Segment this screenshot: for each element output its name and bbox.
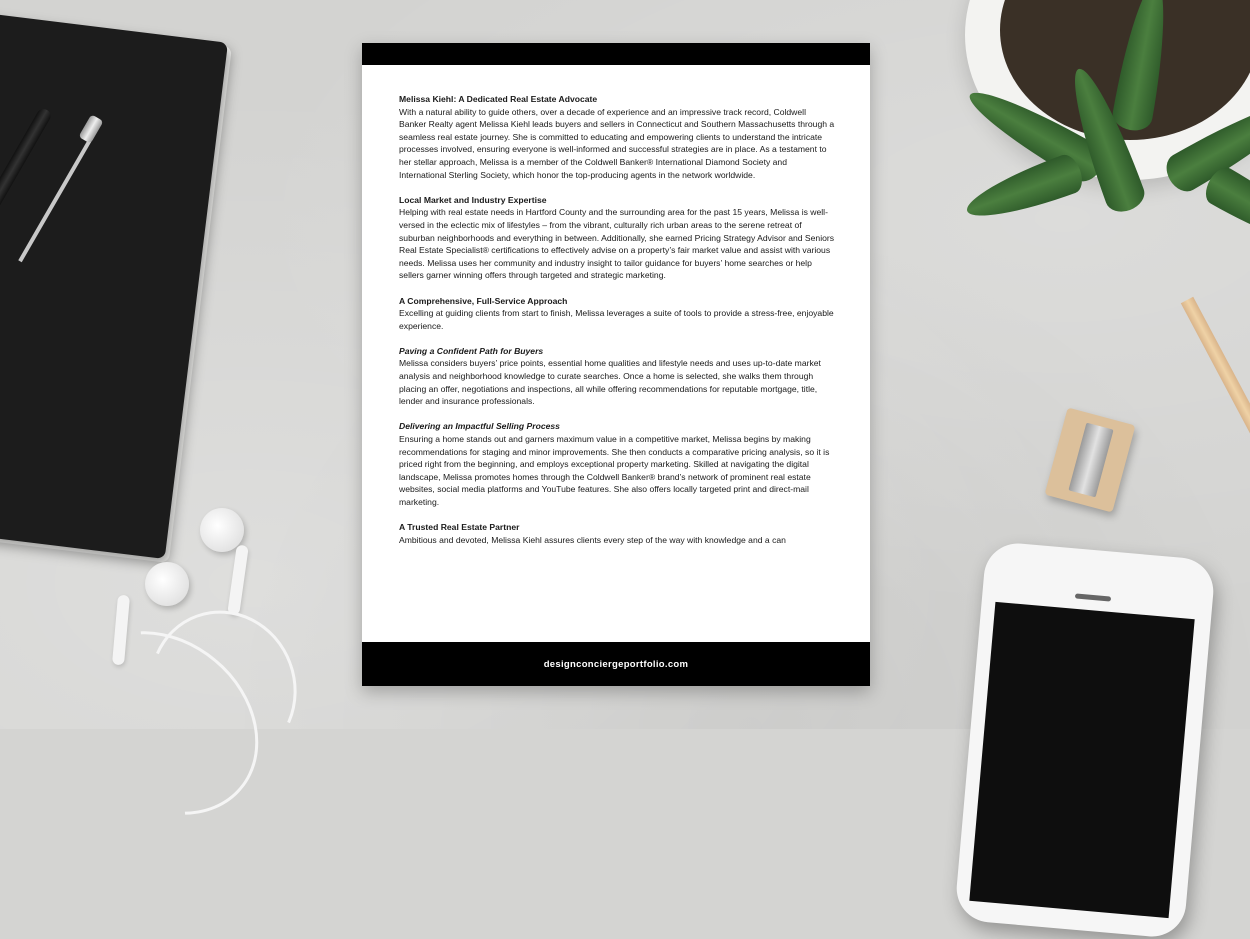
section-body: Melissa considers buyers’ price points, essential home qualities and lifestyle needs and uses up-to-date market analysis and neighborhood knowledge to curate searches. Once a home is selected, she walks them through placing an offer, negotiations and inspections, all while offering recommendations for reputable mortgage, title, lender and insurance professionals. <box>399 358 821 407</box>
section-body: With a natural ability to guide others, over a decade of experience and an impressive track record, Coldwell Banker Realty agent Melissa Kiehl leads buyers and sellers in Connecticut and Southern Massachusetts through a seamless real estate journey. She is committed to educating and empowering clients to understand the intricate processes involved, ensuring everyone is well-informed and successful strategies are in place. As a testament to her stellar approach, Melissa is a member of the Coldwell Banker® International Diamond Society and International Sterling Society, which honor the top-producing agents in the network worldwide. <box>399 106 835 180</box>
section-partner <box>399 521 835 546</box>
document-footer-bar <box>362 642 870 686</box>
section-heading: A Trusted Real Estate Partner <box>399 522 520 533</box>
section-heading: A Comprehensive, Full-Service Approach <box>399 295 568 306</box>
section-body: Helping with real estate needs in Hartford County and the surrounding area for the past 15 years, Melissa is well-versed in the eclectic mix of lifestyles – from the vibrant, culturally rich urban areas to the serene retreat of suburban neighborhoods and everything in between. Additionally, she earned Pricing Strategy Advisor and Seniors Real Estate Specialist® certifications to effectively advise on a property’s fair market value and assist with various needs. Melissa uses her community and industry insight to tailor guidance for buyers’ home searches or help sellers garner winning offers through targeted and strategic marketing. <box>399 207 835 281</box>
subsection-heading: Delivering an Impactful Selling Process <box>399 421 560 432</box>
subsection-heading: Paving a Confident Path for Buyers <box>399 345 544 356</box>
section-body: Ensuring a home stands out and garners maximum value in a competitive market, Melissa begins by making recommendations for staging and minor improvements. She then conducts a comparative pricing analysis, so it is priced right from the beginning, and employs exceptional property marketing. Skilled at navigating the digital landscape, Melissa promotes homes through the Coldwell Banker® brand’s network of prominent real estate websites, social media platforms and YouTube features. She also offers locally targeted print and direct-mail marketing. <box>399 434 830 507</box>
section-advocate <box>399 93 835 181</box>
section-selling <box>399 420 835 508</box>
section-body: Ambitious and devoted, Melissa Kiehl assures clients every step of the way with knowledge and a can <box>399 534 786 545</box>
bio-document <box>362 43 870 686</box>
section-heading: Local Market and Industry Expertise <box>399 194 547 205</box>
section-heading: Melissa Kiehl: A Dedicated Real Estate Advocate <box>399 94 598 104</box>
section-approach <box>399 295 835 333</box>
earbud-right <box>145 562 189 606</box>
section-expertise <box>399 194 835 282</box>
footer-website-link[interactable]: designconciergeportfolio.com <box>543 658 689 670</box>
section-buyers <box>399 345 835 408</box>
document-header-bar <box>362 43 870 65</box>
section-body: Excelling at guiding clients from start to finish, Melissa leverages a suite of tools to provide a stress-free, enjoyable experience. <box>399 308 834 331</box>
phone-screen <box>969 602 1194 918</box>
document-body <box>399 93 835 559</box>
